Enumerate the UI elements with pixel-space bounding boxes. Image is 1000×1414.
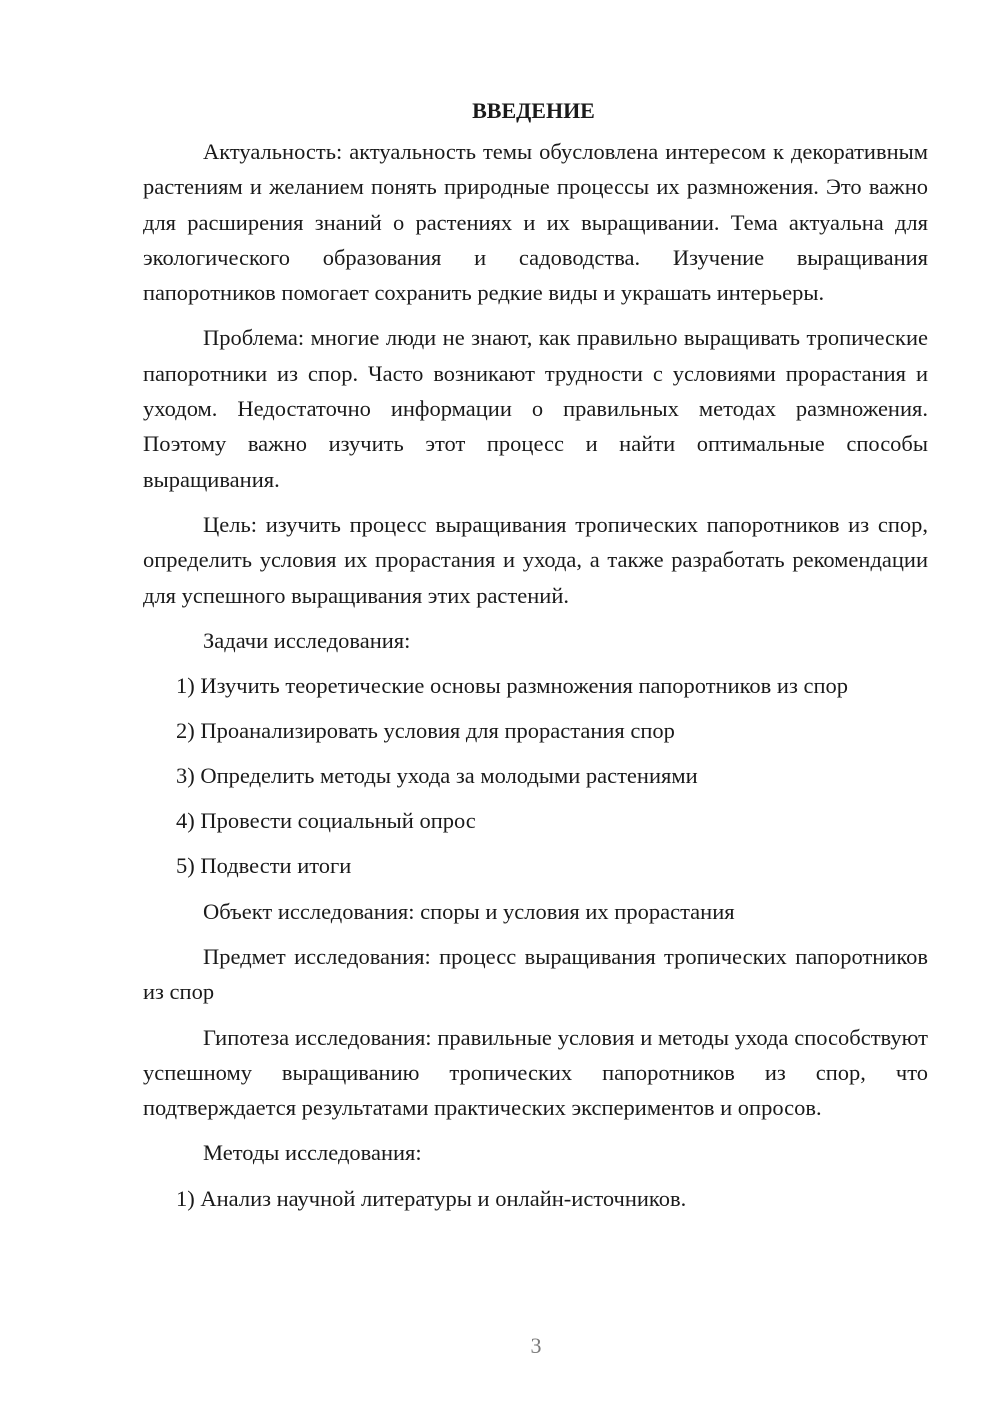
tasks-title: Задачи исследования: xyxy=(203,627,411,653)
task-item-4: 4) Провести социальный опрос xyxy=(176,808,476,834)
page-number: 3 xyxy=(530,1333,542,1358)
task-item-5: 5) Подвести итоги xyxy=(176,853,352,879)
task-item-1: 1) Изучить теоретические основы размножения папоротников из спор xyxy=(176,672,849,698)
hypothesis-paragraph: Гипотеза исследования: правильные условия и методы ухода способствуют успешному выращиванию тропических папоротников из спор, что подтверждается результатами практических экспериментов и опросов. xyxy=(143,1024,928,1121)
relevance-paragraph: Актуальность: актуальность темы обусловлена интересом к декоративным растениям и желанием понять природные процессы их размножения. Это важно для расширения знаний о растениях и их выращивании. Тема актуальна для экологического образования и садоводства. Изучение выращивания папоротников помогает сохранить редкие виды и украшать интерьеры. xyxy=(143,139,928,306)
object-paragraph: Объект исследования: споры и условия их прорастания xyxy=(203,898,735,924)
problem-paragraph: Проблема: многие люди не знают, как правильно выращивать тропические папоротники из спор. Часто возникают трудности с условиями прорастания и уходом. Недостаточно информации о правильных методах размножения. Поэтому важно изучить этот процесс и найти оптимальные способы выращивания. xyxy=(143,325,928,492)
goal-paragraph: Цель: изучить процесс выращивания тропических папоротников из спор, определить условия их прорастания и ухода, а также разработать рекомендации для успешного выращивания этих растений. xyxy=(143,511,928,608)
task-item-3: 3) Определить методы ухода за молодыми растениями xyxy=(176,763,698,789)
method-item-1: 1) Анализ научной литературы и онлайн-источников. xyxy=(176,1185,687,1211)
section-heading: ВВЕДЕНИЕ xyxy=(472,98,595,123)
subject-paragraph: Предмет исследования: процесс выращивания тропических папоротников из спор xyxy=(143,943,928,1005)
methods-title: Методы исследования: xyxy=(203,1140,422,1166)
task-item-2: 2) Проанализировать условия для прорастания спор xyxy=(176,718,675,744)
page-content xyxy=(143,96,928,1216)
